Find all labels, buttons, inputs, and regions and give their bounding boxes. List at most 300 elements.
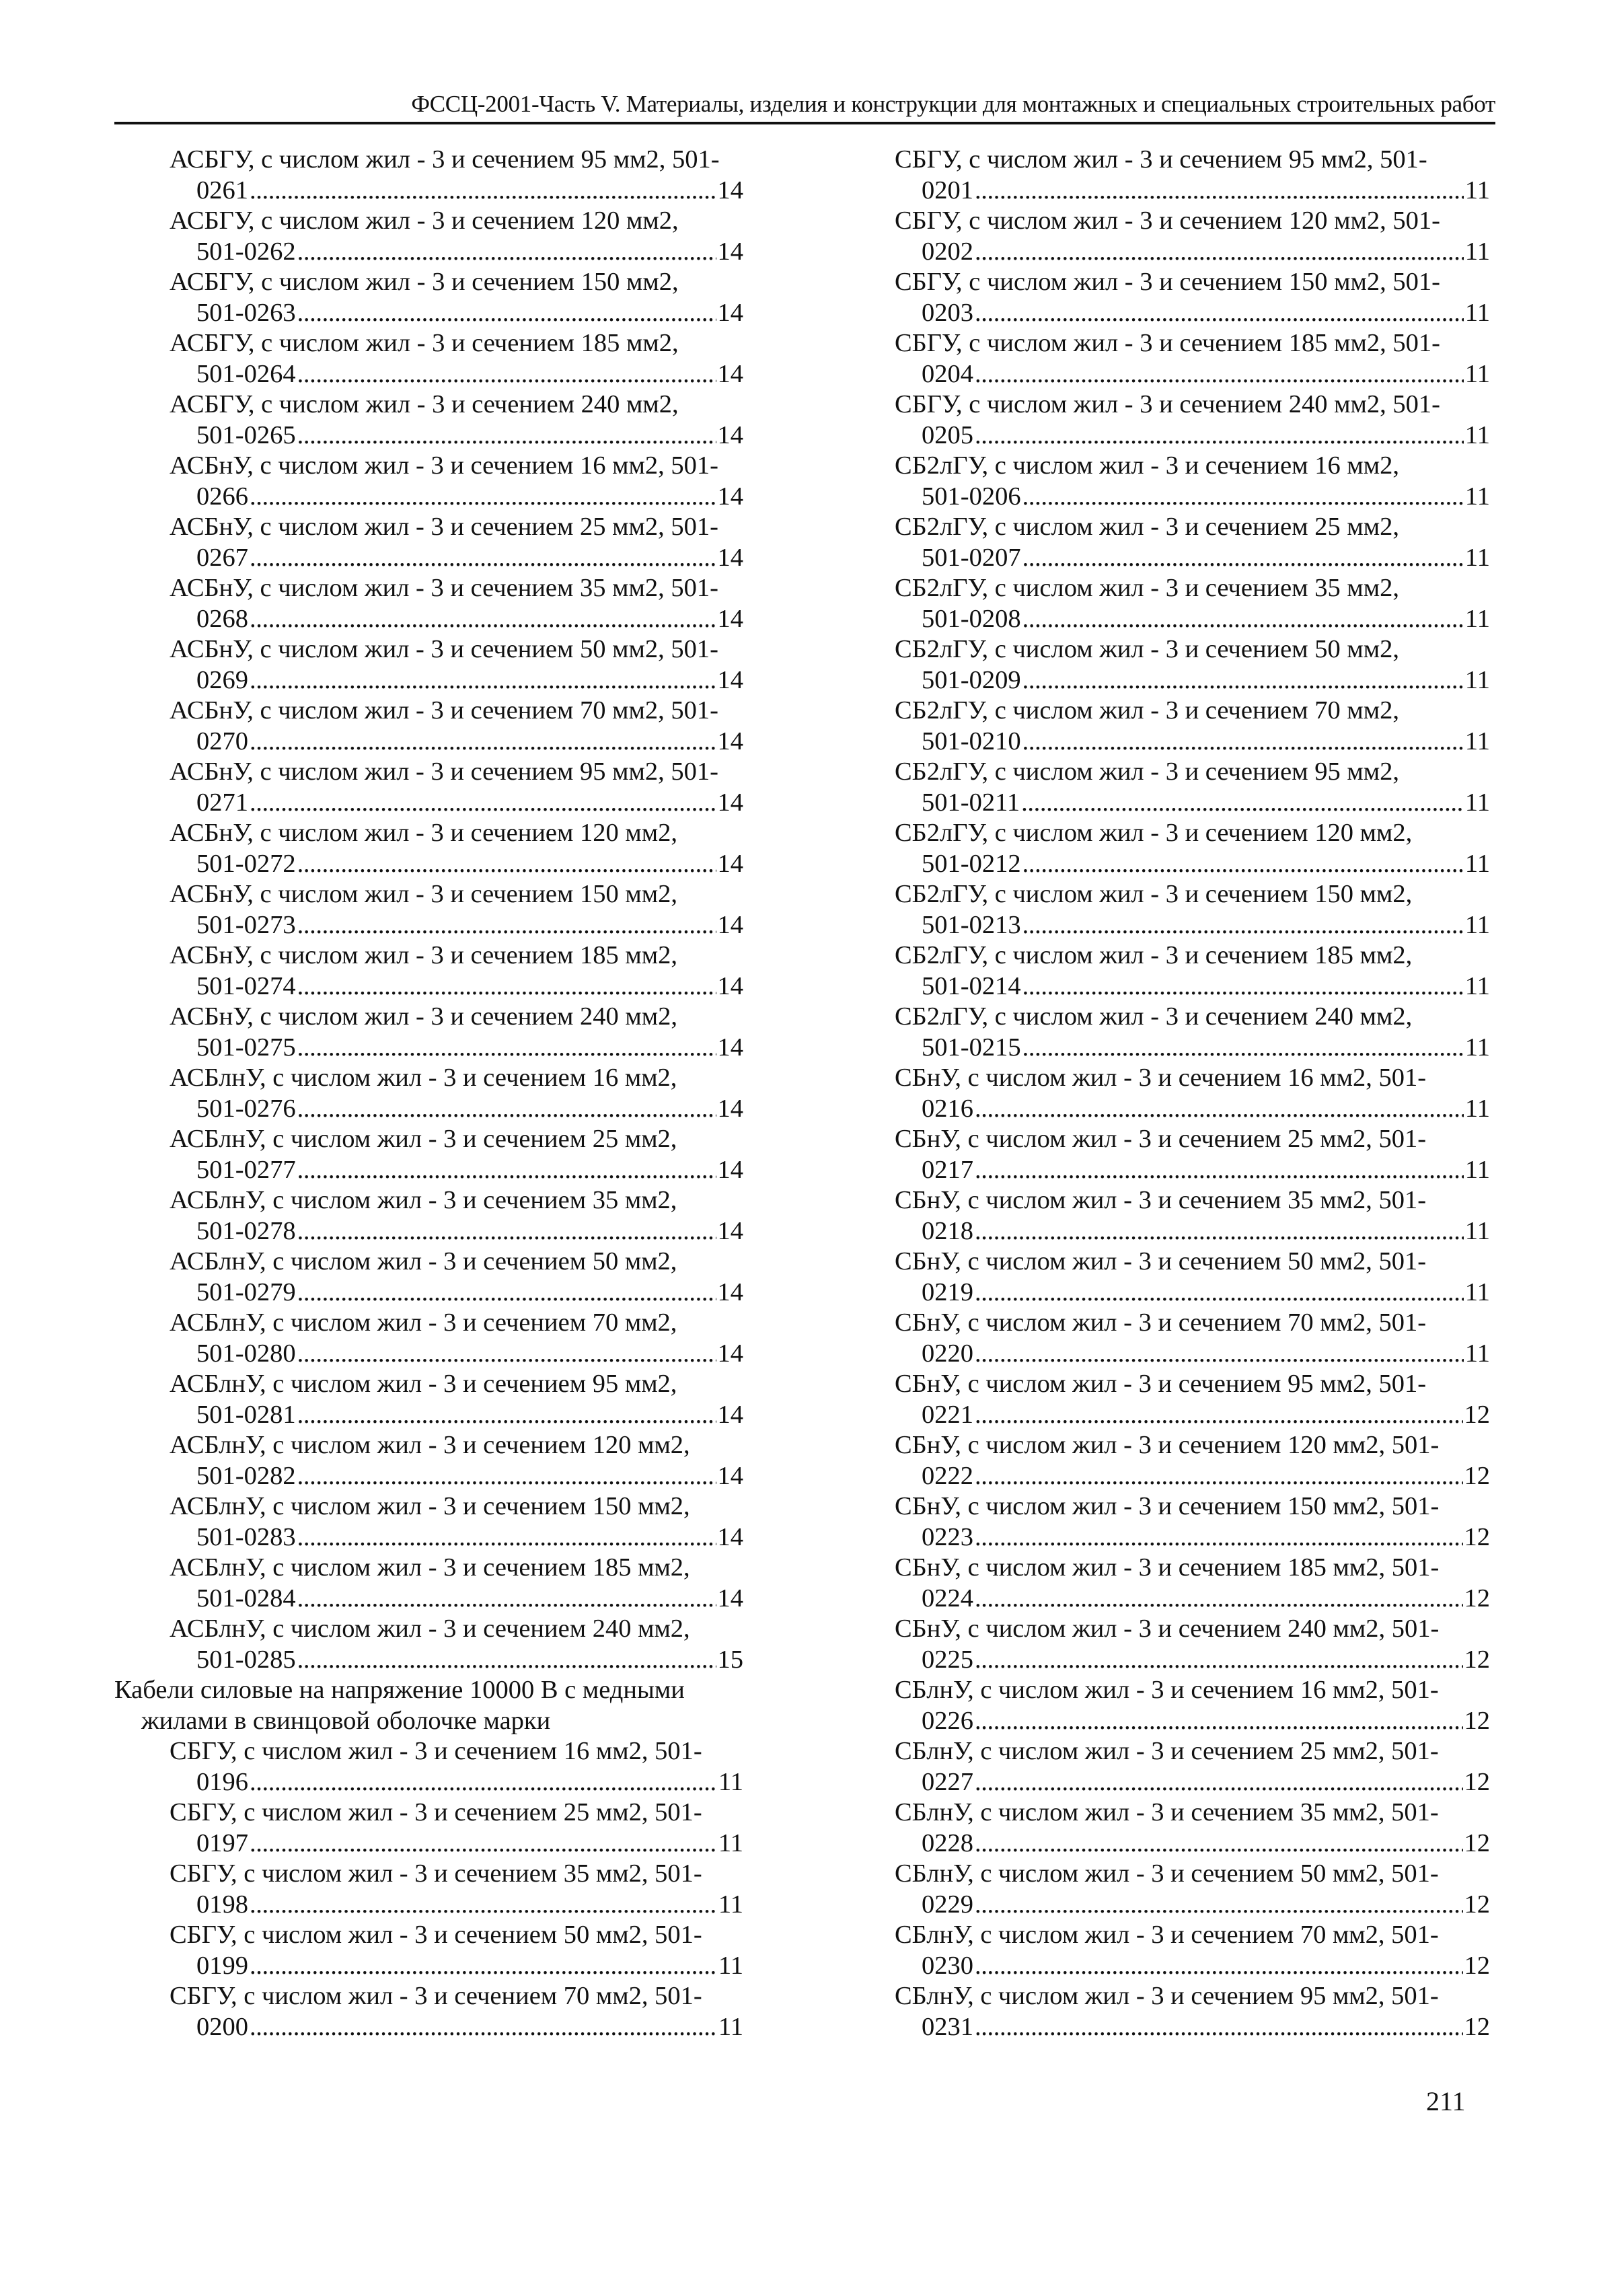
entry-title: СБГУ, с числом жил - 3 и сечением 35 мм2, 501-: [170, 1859, 702, 1888]
entry-title: СБГУ, с числом жил - 3 и сечением 16 мм2, 501-: [170, 1737, 702, 1765]
entry-page: 11: [1464, 788, 1490, 817]
entry-title: АСБнУ, с числом жил - 3 и сечением 95 мм2, 501-: [170, 757, 718, 786]
entry-page: 11: [1464, 971, 1490, 1000]
entry-code-line: [895, 727, 1490, 757]
entry-code: 0230: [922, 1951, 973, 1980]
dot-leader: [250, 1890, 717, 1921]
entry-page: 11: [718, 1890, 743, 1919]
entry-page: 11: [1464, 1216, 1490, 1245]
entry-page: 11: [1464, 604, 1490, 633]
entry-code-line: [895, 1584, 1490, 1615]
entry-code: 501-0274: [196, 971, 296, 1000]
entry-code-line: [170, 482, 743, 513]
entry-title: АСБлнУ, с числом жил - 3 и сечением 185 мм2,: [170, 1553, 690, 1582]
index-entry: [114, 1002, 743, 1063]
entry-page: 11: [718, 1951, 743, 1980]
entry-title: СБ2лГУ, с числом жил - 3 и сечением 95 мм2,: [895, 757, 1399, 786]
index-entry: [114, 512, 743, 573]
dot-leader: [1021, 788, 1464, 819]
entry-code-line: [170, 1951, 743, 1982]
entry-code: 501-0208: [922, 604, 1021, 633]
index-entry: [114, 1124, 743, 1185]
left-entries-top: [114, 145, 743, 1675]
entry-title: СБлнУ, с числом жил - 3 и сечением 70 мм2, 501-: [895, 1921, 1439, 1949]
dot-leader: [975, 1706, 1463, 1737]
entry-page: 11: [1464, 298, 1490, 327]
dot-leader: [250, 1951, 717, 1982]
index-entry: [114, 328, 743, 390]
index-entry: [895, 1798, 1490, 1859]
dot-leader: [1022, 971, 1464, 1002]
entry-page: 14: [717, 604, 743, 633]
section-heading-line1: Кабели силовые на напряжение 10000 В с медными: [114, 1676, 685, 1704]
entry-page: 12: [1464, 1767, 1490, 1796]
entry-page: 11: [718, 1828, 743, 1857]
entry-code-line: [170, 2012, 743, 2043]
entry-code-line: [895, 543, 1490, 574]
entry-code-line: [895, 910, 1490, 941]
entry-code-line: [170, 1461, 743, 1492]
entry-code: 501-0213: [922, 910, 1021, 939]
entry-code: 501-0263: [196, 298, 296, 327]
entry-code: 0199: [196, 1951, 248, 1980]
entry-code-line: [170, 665, 743, 696]
entry-code: 0197: [196, 1828, 248, 1857]
entry-code: 501-0265: [196, 420, 296, 449]
index-entry: [114, 818, 743, 879]
index-entry: [114, 1185, 743, 1247]
entry-code-line: [895, 665, 1490, 696]
entry-title: СБ2лГУ, с числом жил - 3 и сечением 25 мм2,: [895, 513, 1399, 541]
index-entry: [895, 696, 1490, 757]
entry-page: 11: [1464, 420, 1490, 449]
dot-leader: [297, 420, 716, 451]
entry-code-line: [895, 420, 1490, 451]
entry-code: 501-0211: [922, 788, 1020, 817]
entry-page: 11: [1464, 176, 1490, 205]
right-entries: [895, 145, 1490, 2042]
entry-code-line: [170, 359, 743, 390]
entry-title: АСБГУ, с числом жил - 3 и сечением 240 мм2,: [170, 390, 679, 418]
entry-code: 0222: [922, 1461, 973, 1490]
entry-code: 0231: [922, 2012, 973, 2041]
entry-page: 12: [1464, 1706, 1490, 1735]
index-entry: [114, 1553, 743, 1614]
entry-code: 0202: [922, 237, 973, 266]
entry-page: 14: [717, 1584, 743, 1613]
dot-leader: [975, 1277, 1464, 1308]
entry-title: СБнУ, с числом жил - 3 и сечением 240 мм2, 501-: [895, 1615, 1440, 1643]
entry-title: СБлнУ, с числом жил - 3 и сечением 50 мм2, 501-: [895, 1859, 1439, 1888]
index-entry: [895, 1491, 1490, 1553]
index-entry: [114, 390, 743, 451]
entry-page: 12: [1464, 1890, 1490, 1919]
entry-code-line: [170, 1094, 743, 1125]
entry-title: СБнУ, с числом жил - 3 и сечением 150 мм2, 501-: [895, 1492, 1440, 1520]
entry-code-line: [895, 1522, 1490, 1553]
entry-title: СБлнУ, с числом жил - 3 и сечением 25 мм2, 501-: [895, 1737, 1439, 1765]
entry-title: СБГУ, с числом жил - 3 и сечением 25 мм2, 501-: [170, 1798, 702, 1826]
index-entry: [895, 1308, 1490, 1369]
dot-leader: [1022, 727, 1464, 757]
entry-title: СБ2лГУ, с числом жил - 3 и сечением 150 мм2,: [895, 880, 1413, 908]
dot-leader: [297, 1033, 716, 1064]
entry-title: СБГУ, с числом жил - 3 и сечением 70 мм2, 501-: [170, 1982, 702, 2010]
entry-title: СБлнУ, с числом жил - 3 и сечением 35 мм2, 501-: [895, 1798, 1439, 1826]
entry-title: АСБнУ, с числом жил - 3 и сечением 185 мм2,: [170, 941, 677, 969]
entry-code: 501-0280: [196, 1339, 296, 1368]
entry-page: 11: [1464, 237, 1490, 266]
entry-code-line: [895, 1216, 1490, 1247]
dot-leader: [250, 727, 716, 757]
entry-code: 0198: [196, 1890, 248, 1919]
index-entry: [895, 1614, 1490, 1675]
entry-code-line: [170, 788, 743, 819]
entry-code: 0225: [922, 1645, 973, 1674]
dot-leader: [1022, 665, 1464, 696]
entry-page: 12: [1464, 2012, 1490, 2041]
entry-code: 501-0284: [196, 1584, 296, 1613]
dot-leader: [297, 849, 716, 880]
entry-code: 0200: [196, 2012, 248, 2041]
dot-leader: [1022, 1033, 1464, 1064]
entry-page: 15: [717, 1645, 743, 1674]
entry-title: СБ2лГУ, с числом жил - 3 и сечением 35 мм2,: [895, 574, 1399, 602]
entry-code: 0268: [196, 604, 248, 633]
page-number: 211: [1426, 2086, 1466, 2116]
dot-leader: [975, 1461, 1463, 1492]
dot-leader: [297, 1584, 716, 1615]
index-entry: [895, 390, 1490, 451]
dot-leader: [297, 1339, 716, 1370]
index-entry: [895, 1675, 1490, 1736]
entry-title: СБ2лГУ, с числом жил - 3 и сечением 240 мм2,: [895, 1002, 1413, 1031]
entry-code-line: [895, 788, 1490, 819]
index-entry: [895, 634, 1490, 696]
entry-page: 12: [1464, 1400, 1490, 1429]
dot-leader: [297, 359, 716, 390]
entry-code: 0269: [196, 665, 248, 694]
entry-code-line: [895, 604, 1490, 635]
entry-code-line: [895, 237, 1490, 268]
entry-title: АСБлнУ, с числом жил - 3 и сечением 35 мм2,: [170, 1186, 677, 1214]
entry-code-line: [170, 1033, 743, 1064]
dot-leader: [975, 1522, 1463, 1553]
dot-leader: [975, 176, 1464, 207]
entry-title: СБГУ, с числом жил - 3 и сечением 50 мм2, 501-: [170, 1921, 702, 1949]
dot-leader: [1022, 849, 1464, 880]
dot-leader: [1022, 604, 1464, 635]
entry-title: АСБнУ, с числом жил - 3 и сечением 120 мм2,: [170, 819, 677, 847]
entry-code: 0271: [196, 788, 248, 817]
index-entry: [114, 1369, 743, 1430]
entry-title: СБГУ, с числом жил - 3 и сечением 185 мм2, 501-: [895, 329, 1440, 357]
entry-title: АСБнУ, с числом жил - 3 и сечением 35 мм2, 501-: [170, 574, 718, 602]
entry-code-line: [170, 910, 743, 941]
entry-page: 14: [717, 1400, 743, 1429]
entry-code-line: [895, 359, 1490, 390]
entry-title: СБ2лГУ, с числом жил - 3 и сечением 70 мм2,: [895, 696, 1399, 725]
dot-leader: [975, 1951, 1463, 1982]
dot-leader: [975, 1645, 1463, 1676]
entry-page: 14: [717, 298, 743, 327]
index-entry: [114, 145, 743, 206]
entry-code-line: [895, 1339, 1490, 1370]
entry-code-line: [895, 1400, 1490, 1431]
entry-code: 501-0206: [922, 482, 1021, 511]
dot-leader: [297, 237, 716, 268]
dot-leader: [250, 665, 716, 696]
entry-page: 14: [717, 420, 743, 449]
entry-code: 501-0275: [196, 1033, 296, 1062]
entry-page: 11: [1464, 849, 1490, 878]
dot-leader: [297, 1277, 716, 1308]
entry-code-line: [170, 1339, 743, 1370]
entry-code-line: [895, 298, 1490, 329]
entry-page: 14: [717, 1033, 743, 1062]
entry-code: 501-0282: [196, 1461, 296, 1490]
entry-page: 11: [1464, 1277, 1490, 1306]
entry-code-line: [895, 1033, 1490, 1064]
index-entry: [114, 1859, 743, 1920]
index-entry: [114, 757, 743, 818]
dot-leader: [975, 420, 1464, 451]
dot-leader: [297, 971, 716, 1002]
dot-leader: [975, 1155, 1464, 1186]
dot-leader: [250, 788, 716, 819]
index-entry: [114, 634, 743, 696]
entry-page: 12: [1464, 1584, 1490, 1613]
entry-title: СБ2лГУ, с числом жил - 3 и сечением 50 мм2,: [895, 635, 1399, 663]
index-entry: [895, 267, 1490, 328]
entry-code-line: [895, 1094, 1490, 1125]
entry-code: 501-0215: [922, 1033, 1021, 1062]
entry-title: АСБлнУ, с числом жил - 3 и сечением 16 мм2,: [170, 1064, 677, 1092]
entry-title: АСБнУ, с числом жил - 3 и сечением 16 мм2, 501-: [170, 451, 718, 480]
left-entries-bottom: [114, 1736, 743, 2042]
entry-title: СБнУ, с числом жил - 3 и сечением 70 мм2, 501-: [895, 1308, 1427, 1337]
entry-code: 501-0214: [922, 971, 1021, 1000]
entry-code: 501-0212: [922, 849, 1021, 878]
entry-page: 11: [1464, 543, 1490, 572]
entry-code: 501-0209: [922, 665, 1021, 694]
dot-leader: [297, 1094, 716, 1125]
dot-leader: [250, 2012, 717, 2043]
index-entry: [114, 1063, 743, 1124]
entry-title: АСБнУ, с числом жил - 3 и сечением 150 мм2,: [170, 880, 677, 908]
entry-code-line: [170, 849, 743, 880]
entry-code: 501-0210: [922, 727, 1021, 755]
dot-leader: [297, 1216, 716, 1247]
section-heading: [114, 1675, 743, 1736]
entry-title: АСБнУ, с числом жил - 3 и сечением 240 мм2,: [170, 1002, 677, 1031]
entry-page: 12: [1464, 1522, 1490, 1551]
entry-code-line: [170, 176, 743, 207]
entry-code: 501-0283: [196, 1522, 296, 1551]
dot-leader: [975, 1584, 1463, 1615]
entry-code: 501-0285: [196, 1645, 296, 1674]
entry-code-line: [170, 1645, 743, 1676]
entry-code-line: [170, 1828, 743, 1859]
entry-title: СБнУ, с числом жил - 3 и сечением 185 мм2, 501-: [895, 1553, 1440, 1582]
entry-title: СБнУ, с числом жил - 3 и сечением 25 мм2, 501-: [895, 1125, 1427, 1153]
entry-page: 11: [1464, 1339, 1490, 1368]
entry-title: АСБлнУ, с числом жил - 3 и сечением 70 мм2,: [170, 1308, 677, 1337]
index-entry: [114, 206, 743, 267]
entry-title: СБГУ, с числом жил - 3 и сечением 150 мм2, 501-: [895, 268, 1440, 296]
dot-leader: [297, 1400, 716, 1431]
entry-title: АСБГУ, с числом жил - 3 и сечением 185 мм2,: [170, 329, 679, 357]
entry-page: 11: [718, 1767, 743, 1796]
dot-leader: [975, 359, 1464, 390]
dot-leader: [297, 1522, 716, 1553]
dot-leader: [250, 1767, 717, 1798]
entry-code: 0267: [196, 543, 248, 572]
index-entry: [895, 1185, 1490, 1247]
entry-code-line: [170, 543, 743, 574]
entry-code-line: [895, 1155, 1490, 1186]
index-entry: [895, 573, 1490, 634]
entry-code-line: [895, 1951, 1490, 1982]
index-entry: [895, 1736, 1490, 1798]
section-heading-line2: жилами в свинцовой оболочке марки: [141, 1706, 551, 1735]
entry-title: АСБнУ, с числом жил - 3 и сечением 70 мм2, 501-: [170, 696, 718, 725]
entry-title: АСБлнУ, с числом жил - 3 и сечением 150 мм2,: [170, 1492, 690, 1520]
index-entry: [114, 696, 743, 757]
entry-page: 14: [717, 971, 743, 1000]
entry-title: АСБлнУ, с числом жил - 3 и сечением 95 мм2,: [170, 1370, 677, 1398]
index-entry: [895, 1430, 1490, 1491]
entry-page: 14: [717, 1461, 743, 1490]
entry-code: 501-0272: [196, 849, 296, 878]
entry-page: 11: [718, 2012, 743, 2041]
entry-code: 0204: [922, 359, 973, 388]
entry-page: 14: [717, 1216, 743, 1245]
entry-code: 501-0281: [196, 1400, 296, 1429]
entry-title: АСБнУ, с числом жил - 3 и сечением 25 мм2, 501-: [170, 513, 718, 541]
entry-page: 14: [717, 1339, 743, 1368]
entry-page: 14: [717, 543, 743, 572]
entry-title: АСБнУ, с числом жил - 3 и сечением 50 мм2, 501-: [170, 635, 718, 663]
index-entry: [114, 1430, 743, 1491]
index-entry: [114, 1614, 743, 1675]
entry-page: 11: [1464, 665, 1490, 694]
index-entry: [114, 1308, 743, 1369]
entry-page: 14: [717, 1277, 743, 1306]
entry-page: 14: [717, 1155, 743, 1184]
index-entry: [895, 1002, 1490, 1063]
index-entry: [895, 512, 1490, 573]
index-entry: [114, 451, 743, 512]
entry-page: 14: [717, 910, 743, 939]
index-entry: [114, 1920, 743, 1981]
dot-leader: [975, 2012, 1463, 2043]
entry-code-line: [170, 727, 743, 757]
entry-page: 11: [1464, 482, 1490, 511]
dot-leader: [297, 298, 716, 329]
entry-code-line: [170, 1584, 743, 1615]
index-entry: [114, 573, 743, 634]
index-entry: [895, 1920, 1490, 1981]
entry-title: СБГУ, с числом жил - 3 и сечением 120 мм2, 501-: [895, 207, 1440, 235]
entry-code-line: [895, 849, 1490, 880]
entry-title: СБлнУ, с числом жил - 3 и сечением 95 мм2, 501-: [895, 1982, 1439, 2010]
entry-code-line: [170, 1277, 743, 1308]
index-entry: [895, 1063, 1490, 1124]
dot-leader: [250, 604, 716, 635]
entry-title: СБнУ, с числом жил - 3 и сечением 95 мм2, 501-: [895, 1370, 1427, 1398]
entry-title: АСБлнУ, с числом жил - 3 и сечением 25 мм2,: [170, 1125, 677, 1153]
index-entry: [895, 940, 1490, 1002]
entry-code: 0220: [922, 1339, 973, 1368]
entry-code-line: [895, 176, 1490, 207]
entry-code: 501-0278: [196, 1216, 296, 1245]
index-entry: [114, 1736, 743, 1798]
entry-code: 501-0262: [196, 237, 296, 266]
entry-code: 501-0207: [922, 543, 1021, 572]
entry-code: 0203: [922, 298, 973, 327]
entry-code-line: [170, 971, 743, 1002]
entry-page: 12: [1464, 1645, 1490, 1674]
entry-page: 12: [1464, 1461, 1490, 1490]
entry-code: 0219: [922, 1277, 973, 1306]
index-entry: [895, 1124, 1490, 1185]
dot-leader: [250, 482, 716, 513]
entry-title: АСБГУ, с числом жил - 3 и сечением 120 мм2,: [170, 207, 679, 235]
entry-code: 501-0276: [196, 1094, 296, 1123]
index-entry: [895, 1553, 1490, 1614]
entry-page: 12: [1464, 1951, 1490, 1980]
dot-leader: [975, 1216, 1464, 1247]
entry-code-line: [170, 604, 743, 635]
entry-page: 11: [1464, 1155, 1490, 1184]
entry-code-line: [895, 1828, 1490, 1859]
entry-code-line: [170, 1155, 743, 1186]
index-entry: [895, 818, 1490, 879]
entry-page: 14: [717, 788, 743, 817]
entry-code-line: [895, 1767, 1490, 1798]
left-column: [114, 145, 743, 2042]
entry-code: 0221: [922, 1400, 973, 1429]
entry-page: 14: [717, 176, 743, 205]
dot-leader: [975, 1339, 1464, 1370]
dot-leader: [297, 910, 716, 941]
index-entry: [114, 1981, 743, 2042]
entry-code-line: [895, 1461, 1490, 1492]
entry-code: 501-0264: [196, 359, 296, 388]
entry-code: 0227: [922, 1767, 973, 1796]
index-entry: [114, 1491, 743, 1553]
entry-code-line: [895, 2012, 1490, 2043]
entry-title: АСБГУ, с числом жил - 3 и сечением 95 мм2, 501-: [170, 145, 720, 174]
entry-page: 14: [717, 849, 743, 878]
index-entry: [895, 1247, 1490, 1308]
index-entry: [895, 1859, 1490, 1920]
index-entry: [895, 328, 1490, 390]
entry-page: 14: [717, 1522, 743, 1551]
entry-code-line: [895, 971, 1490, 1002]
entry-title: СБнУ, с числом жил - 3 и сечением 120 мм2, 501-: [895, 1431, 1440, 1459]
entry-code-line: [170, 1522, 743, 1553]
entry-code: 501-0279: [196, 1277, 296, 1306]
dot-leader: [1022, 910, 1464, 941]
entry-code-line: [170, 237, 743, 268]
entry-code: 0205: [922, 420, 973, 449]
entry-code-line: [170, 1216, 743, 1247]
dot-leader: [250, 543, 716, 574]
entry-code-line: [170, 1890, 743, 1921]
index-entry: [895, 757, 1490, 818]
